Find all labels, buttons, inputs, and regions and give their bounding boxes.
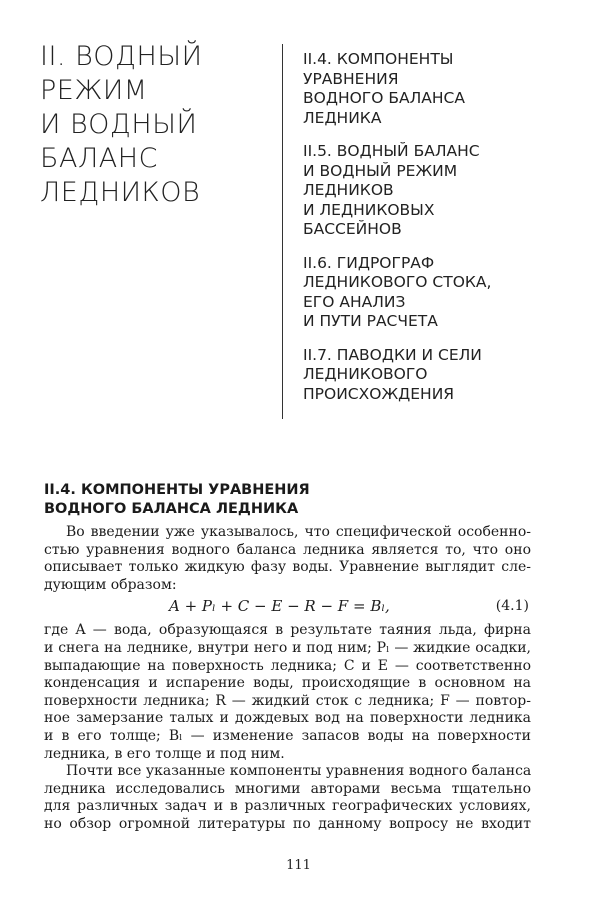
toc-line: ЕГО АНАЛИЗ: [303, 292, 406, 311]
paragraph-intro: [44, 524, 531, 594]
body-text: [44, 524, 531, 834]
page-number: 111: [286, 858, 311, 873]
paragraph-literature: [44, 763, 531, 833]
chapter-title-line: II. ВОДНЫЙ: [40, 41, 203, 72]
chapter-title-line: РЕЖИМ: [40, 75, 148, 106]
equation: A + Pₗ + C − E − R − F = Bₗ,: [169, 597, 390, 616]
toc-line: ЛЕДНИКОВОГО: [303, 365, 428, 383]
equation-row: [44, 598, 531, 620]
toc-line: И ЛЕДНИКОВЫХ: [303, 200, 435, 219]
toc-line: ЛЕДНИКА: [303, 108, 382, 127]
toc-line: БАССЕЙНОВ: [303, 220, 402, 238]
toc-line: ЛЕДНИКОВ: [303, 181, 394, 199]
toc-line: ЛЕДНИКОВОГО СТОКА,: [303, 273, 492, 291]
text-line: и снега на леднике, внутри него и под ним; Pₗ — жидкие осадки,: [44, 639, 531, 656]
chapter-title-line: И ВОДНЫЙ: [40, 109, 198, 140]
text-line: дующим образом:: [44, 576, 177, 593]
toc-item-4: [303, 50, 563, 128]
text-line: для различных задач и в различных географических условиях,: [44, 798, 531, 815]
chapter-title: [40, 40, 240, 210]
section-heading-line: II.4. КОМПОНЕНТЫ УРАВНЕНИЯ: [44, 482, 310, 498]
table-of-contents: [303, 50, 563, 418]
toc-line: И ВОДНЫЙ РЕЖИМ: [303, 161, 458, 180]
text-line: поверхности ледника; R — жидкий сток с ледника; F — повтор-: [44, 692, 531, 709]
text-line: выпадающие на поверхность ледника; C и E — соответственно: [44, 657, 531, 674]
paragraph-definitions: [44, 622, 531, 763]
text-line: ное замерзание талых и дождевых вод на поверхности ледника: [44, 710, 531, 727]
toc-line: ВОДНОГО БАЛАНСА: [303, 89, 465, 107]
toc-line: II.4. КОМПОНЕНТЫ: [303, 50, 454, 68]
toc-line: И ПУТИ РАСЧЕТА: [303, 312, 438, 330]
chapter-title-line: БАЛАНС: [40, 143, 158, 174]
text-line: но обзор огромной литературы по данному вопросу не входит: [44, 815, 531, 832]
text-line: ледника исследовались многими авторами весьма тщательно: [44, 780, 531, 797]
chapter-title-line: ЛЕДНИКОВ: [40, 177, 201, 208]
vertical-divider: [282, 44, 283, 419]
toc-line: II.7. ПАВОДКИ И СЕЛИ: [303, 345, 482, 364]
equation-number: (4.1): [495, 598, 529, 615]
text-line: Во введении уже указывалось, что специфической особенно-: [66, 524, 531, 540]
toc-item-5: [303, 142, 563, 240]
toc-line: II.5. ВОДНЫЙ БАЛАНС: [303, 142, 480, 160]
text-line: и в его толще; Bₗ — изменение запасов воды на поверхности: [44, 727, 531, 744]
text-line: где A — вода, образующаяся в результате таяния льда, фирна: [44, 622, 531, 639]
section-heading-line: ВОДНОГО БАЛАНСА ЛЕДНИКА: [44, 501, 299, 517]
text-line: конденсация и испарение воды, происходящие в основном на: [44, 675, 531, 692]
toc-item-7: [303, 346, 563, 405]
text-line: описывает только жидкую фазу воды. Уравнение выглядит сле-: [44, 559, 531, 576]
text-line: стью уравнения водного баланса ледника является то, что оно: [44, 541, 531, 558]
text-line: Почти все указанные компоненты уравнения водного баланса: [66, 763, 532, 780]
toc-line: II.6. ГИДРОГРАФ: [303, 253, 435, 272]
toc-line: ПРОИСХОЖДЕНИЯ: [303, 384, 455, 403]
toc-line: УРАВНЕНИЯ: [303, 69, 399, 88]
section-heading: [44, 481, 544, 519]
toc-item-6: [303, 254, 563, 332]
text-line: ледника, в его толще и под ним.: [44, 745, 285, 762]
